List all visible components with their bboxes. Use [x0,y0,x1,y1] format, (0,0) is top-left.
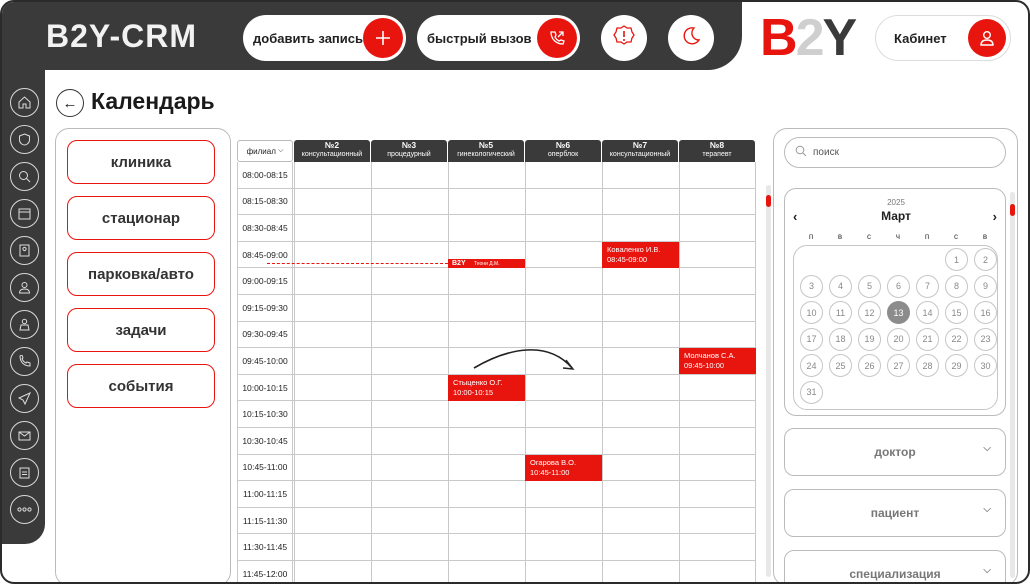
calendar-icon[interactable] [10,199,39,228]
time-label: 10:45-11:00 [237,455,293,481]
category-parking[interactable]: парковка/авто [67,252,215,296]
appointment-time: 10:45-11:00 [530,467,570,477]
user-icon [968,19,1006,57]
calendar-day[interactable]: 27 [887,354,910,377]
mini-calendar [784,188,1006,416]
appointment-time: 09:45-10:00 [684,361,725,371]
calendar-day[interactable]: 19 [858,328,881,351]
room-number: №8 [709,140,725,150]
dragged-brand: B2Y [452,259,466,267]
weekday-label: п [924,232,930,241]
appointment-patient: Молчанов С.А. [684,351,736,361]
search-icon[interactable] [10,162,39,191]
drag-guide-line [267,263,448,264]
calendar-day[interactable]: 8 [945,275,968,298]
room-name: процедурный [387,151,431,158]
time-row[interactable] [237,481,755,508]
chevron-down-icon: ⌵ [278,147,284,154]
time-label: 08:30-08:45 [237,215,293,241]
time-label: 09:00-09:15 [237,268,293,294]
time-label: 08:15-08:30 [237,189,293,215]
prev-month-icon[interactable]: ‹ [793,209,798,224]
add-record-label: добавить запись [253,30,363,46]
staff-icon[interactable] [10,310,39,339]
room-header [679,140,755,162]
calendar-day[interactable]: 12 [858,301,881,324]
mail-icon[interactable] [10,421,39,450]
search-icon [795,145,807,160]
room-name: терапевт [702,151,732,158]
room-name: гинекологический [457,151,515,158]
room-number: №7 [632,140,648,150]
calendar-day[interactable]: 5 [858,275,881,298]
appointment-block[interactable] [525,455,602,481]
column-divider [602,162,603,582]
clipboard-icon[interactable] [10,458,39,487]
calendar-day[interactable]: 10 [800,301,823,324]
calendar-year: 2025 [887,198,905,207]
more-icon[interactable] [10,495,39,524]
room-header [602,140,678,162]
doctor-filter[interactable] [784,428,1006,476]
time-label: 10:15-10:30 [237,401,293,427]
calendar-day[interactable]: 14 [916,301,939,324]
room-header [448,140,524,162]
calendar-day[interactable]: 7 [916,275,939,298]
appointment-block[interactable] [602,242,679,268]
alert-icon [613,25,635,52]
time-row[interactable] [237,561,755,584]
weekday-label: в [837,232,843,241]
room-number: №6 [555,140,571,150]
calendar-day[interactable]: 31 [800,381,823,404]
calendar-day[interactable]: 6 [887,275,910,298]
search-placeholder: поиск [813,147,839,158]
time-label: 09:45-10:00 [237,348,293,374]
weekday-label: п [808,232,814,241]
appointment-block[interactable] [679,348,756,374]
room-header [371,140,447,162]
doctor-icon[interactable] [10,273,39,302]
search-input[interactable] [784,137,1006,168]
quick-call-label: быстрый вызов [427,30,532,46]
time-row[interactable] [237,508,755,535]
appointment-patient: Стыценко О.Г. [453,377,503,387]
time-row[interactable] [237,401,755,428]
calendar-day[interactable]: 1 [945,248,968,271]
column-divider [448,162,449,582]
chevron-down-icon: ⌵ [983,504,991,515]
moon-icon [680,25,702,52]
calendar-day[interactable]: 30 [974,354,997,377]
schedule-scrollbar[interactable] [766,185,771,577]
calendar-day[interactable]: 29 [945,354,968,377]
category-events[interactable]: события [67,364,215,408]
weekday-label: с [954,232,958,241]
time-label: 10:00-10:15 [237,375,293,401]
cabinet-label: Кабинет [894,30,947,46]
filter-scrollbar[interactable] [1010,192,1015,578]
home-icon[interactable] [10,88,39,117]
send-icon[interactable] [10,384,39,413]
time-label: 11:00-11:15 [237,481,293,507]
time-row[interactable] [237,215,755,242]
calendar-day[interactable]: 23 [974,328,997,351]
time-row[interactable] [237,295,755,322]
calendar-day[interactable]: 20 [887,328,910,351]
category-clinic[interactable]: клиника [67,140,215,184]
calendar-day[interactable]: 26 [858,354,881,377]
category-hospital[interactable]: стационар [67,196,215,240]
calendar-day[interactable]: 15 [945,301,968,324]
time-row[interactable] [237,428,755,455]
appointment-patient: Огарова В.О. [530,457,577,467]
top-bar [2,2,742,70]
drag-arrow [468,340,580,374]
plus-icon [363,18,403,58]
doctor-filter-label: доктор [874,445,916,459]
room-name: оперблок [547,151,579,158]
next-month-icon[interactable]: › [992,209,997,224]
arrow-left-icon: ← [62,94,78,112]
appointment-patient: Коваленко И.В. [607,244,661,254]
time-label: 11:15-11:30 [237,508,293,534]
time-label: 10:30-10:45 [237,428,293,454]
calendar-day[interactable]: 2 [974,248,997,271]
time-label: 09:30-09:45 [237,322,293,348]
time-row[interactable] [237,162,755,189]
sidebar [2,70,45,544]
weekday-label: в [982,232,988,241]
calendar-day[interactable]: 3 [800,275,823,298]
time-label: 08:00-08:15 [237,162,293,188]
time-label: 11:45-12:00 [237,561,293,584]
weekday-label: ч [895,232,901,241]
room-name: консультационный [301,151,363,158]
calendar-day[interactable]: 4 [829,275,852,298]
shield-user-icon[interactable] [10,125,39,154]
calendar-day[interactable]: 17 [800,328,823,351]
room-name: консультационный [609,151,671,158]
specialization-filter-label: специализация [849,567,941,581]
time-row[interactable] [237,455,755,482]
app-logo: B2Y-CRM [46,18,198,54]
phone-icon[interactable] [10,347,39,376]
patient-filter-label: пациент [870,506,920,520]
alert-button[interactable] [601,15,647,61]
dragged-appointment[interactable] [448,259,525,268]
dark-mode-button[interactable] [668,15,714,61]
room-header [525,140,601,162]
calendar-day[interactable]: 22 [945,328,968,351]
brand-logo: B2Y [760,9,856,67]
calendar-day[interactable]: 25 [829,354,852,377]
appointment-time: 08:45-09:00 [607,254,648,264]
column-divider [294,162,295,582]
appointment-block[interactable] [448,375,525,401]
dragged-patient: Теони Д.М. [473,260,500,267]
time-label: 09:15-09:30 [237,295,293,321]
room-number: №2 [324,140,340,150]
badge-icon[interactable] [10,236,39,265]
page-title: Календарь [91,88,215,114]
room-number: №5 [478,140,494,150]
calendar-day[interactable]: 16 [974,301,997,324]
calendar-day[interactable]: 13 [887,301,910,324]
calendar-month: Март [881,209,911,223]
calendar-day[interactable]: 28 [916,354,939,377]
chevron-down-icon: ⌵ [983,443,991,454]
chevron-down-icon: ⌵ [983,565,991,576]
room-header [294,140,370,162]
specialization-filter[interactable] [784,550,1006,584]
phone-call-icon [537,18,577,58]
calendar-day[interactable]: 21 [916,328,939,351]
filial-select[interactable] [237,140,293,162]
appointment-time: 10:00-10:15 [453,387,494,397]
patient-filter[interactable] [784,489,1006,537]
back-button[interactable] [56,89,84,117]
add-record-button[interactable] [243,15,406,61]
time-label: 11:30-11:45 [237,534,293,560]
calendar-day[interactable]: 24 [800,354,823,377]
column-divider [371,162,372,582]
category-tasks[interactable]: задачи [67,308,215,352]
time-row[interactable] [237,268,755,295]
time-row[interactable] [237,189,755,216]
filial-label: филиал [246,146,276,156]
calendar-day[interactable]: 11 [829,301,852,324]
time-row[interactable] [237,534,755,561]
quick-call-button[interactable] [417,15,580,61]
calendar-day[interactable]: 9 [974,275,997,298]
time-label: 08:45-09:00 [237,242,293,268]
calendar-day[interactable]: 18 [829,328,852,351]
cabinet-button[interactable] [875,15,1011,61]
room-number: №3 [401,140,417,150]
weekday-label: с [867,232,871,241]
